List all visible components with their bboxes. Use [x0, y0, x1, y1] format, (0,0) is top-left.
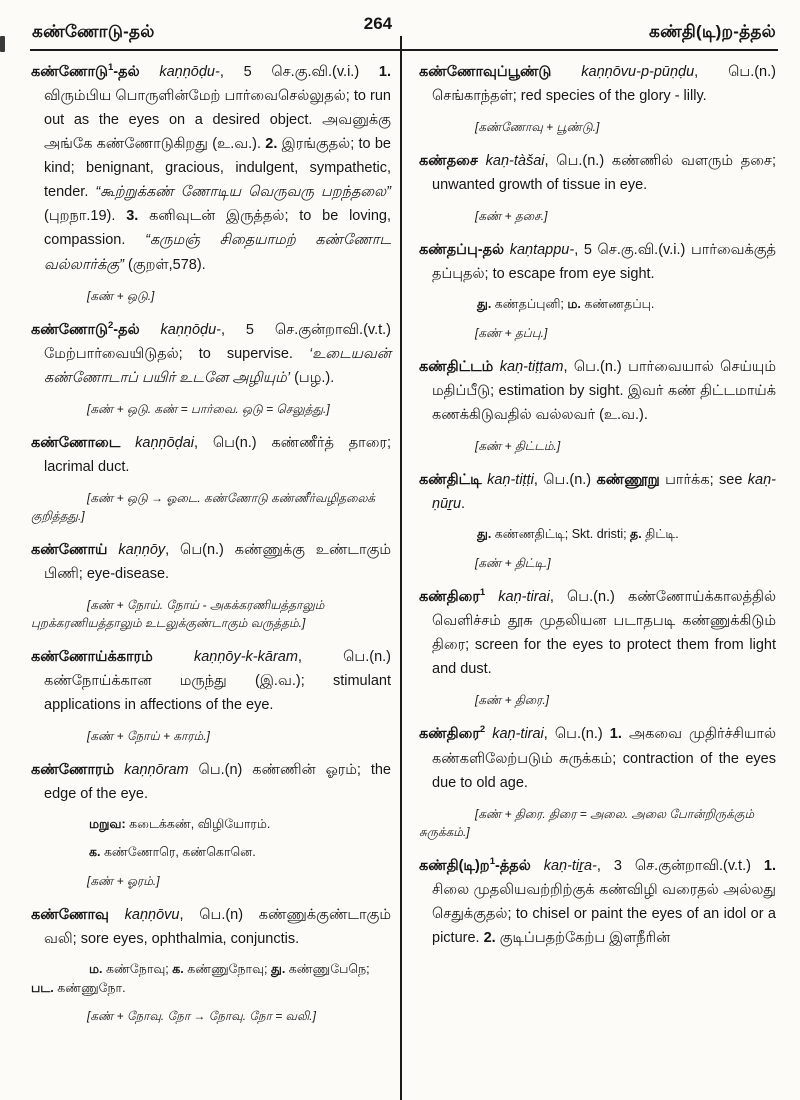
body-text: [கண் + திட்டம்.] — [475, 439, 561, 454]
etymology-line — [419, 324, 776, 342]
body-text: [கண் + நோய் + காரம்.] — [87, 729, 210, 744]
dictionary-entry — [31, 431, 391, 479]
bold-text: -தல் — [113, 321, 161, 338]
body-text: , 5 செ.கு.வி.(v.i.) பார்வைக்குத் தப்புதல்; to escape from eye sight. — [432, 242, 777, 283]
bold-text: 1. — [378, 64, 391, 80]
bold-text: ம. — [89, 961, 103, 976]
body-text: , பெ.(n.) — [533, 472, 597, 489]
bold-text: 1. — [763, 857, 776, 874]
bold-text: கண்ணோடு — [31, 321, 108, 338]
cognates-line — [31, 843, 391, 862]
bold-text: கண்திரை — [419, 726, 480, 743]
bold-text: ம. — [567, 297, 581, 312]
body-text: [கண் + ஒடு.] — [87, 288, 155, 303]
bold-text: கண்ணோரம் — [31, 762, 125, 779]
bold-text: கண்ணோய்க்காரம் — [31, 649, 194, 665]
header-rule — [30, 49, 778, 51]
body-text: [கண் + நோய். நோய் - அகக்கரணியத்தாலும் புறக்கரணியத்தாலும் உடலுக்குண்டாகும் வருத்தம்.] — [31, 598, 325, 630]
body-text: , 3 செ.குன்றாவி.(v.t.) — [596, 857, 764, 874]
bold-text: கண்ணோடை — [31, 434, 136, 451]
body-text: கண்ணதப்பு. — [580, 297, 655, 312]
dictionary-entry — [419, 149, 776, 197]
bold-text: கண்ணோடு — [31, 64, 108, 80]
body-text: , 5 செ.குன்றாவி.(v.t.) மேற்பார்வையிடுதல்; to supervise. — [44, 321, 391, 362]
etymology-line — [31, 596, 391, 632]
body-text: [கண் + திரை.] — [475, 693, 550, 708]
dictionary-entry — [419, 854, 776, 950]
body-text: கண்ணோரெ, கண்கொனெ. — [100, 845, 256, 860]
bold-text: கண்ணூறு — [596, 472, 660, 489]
dictionary-entry — [419, 722, 776, 794]
body-text: கண்ணுநோவு; — [183, 961, 271, 976]
transliteration-or-citation: kaṇtappu- — [509, 242, 575, 259]
transliteration-or-citation: kaṇṇōḍu- — [160, 321, 221, 338]
dictionary-entry — [31, 758, 391, 806]
body-text: , பெ.(n) கண்ணுக்குண்டாகும் வலி; sore eyes, ophthalmia, conjunctis. — [44, 906, 391, 947]
etymology-line — [419, 805, 776, 841]
transliteration-or-citation: kaṇṇōy — [118, 541, 166, 558]
body-text: கண்ணுநோ. — [53, 980, 126, 995]
body-text: குடிப்பதற்கேற்ப இளநீரின் — [495, 929, 671, 946]
body-text: [கண் + ஒடு. கண் = பார்வை. ஒடு = செலுத்து.] — [87, 401, 330, 416]
bold-text: க. — [172, 961, 184, 976]
homograph-superscript: 1 — [489, 855, 495, 867]
bold-text: பட. — [31, 980, 54, 995]
body-text: . — [461, 496, 466, 513]
running-head-left: கண்ணோடு-தல் — [32, 22, 155, 41]
etymology-line — [31, 1007, 391, 1025]
bold-text: கண்தசை — [419, 153, 486, 170]
etymology-line — [419, 118, 776, 136]
bold-text: க. — [89, 845, 101, 860]
body-text: [கண்ணோவு + பூண்டு.] — [475, 120, 600, 135]
etymology-line — [31, 872, 391, 890]
cognates-line — [419, 295, 776, 314]
column-right — [419, 60, 776, 959]
bold-text: -த்தல் — [494, 857, 544, 874]
body-text — [485, 589, 498, 605]
body-text: [கண் + ஒடு → ஓடை. கண்ணோடு கண்ணீர்வழிதலைக் குறித்தது.] — [31, 490, 376, 523]
body-text: [கண் + திரை. திரை = அலை. அலை போன்றிருக்கும் சுருக்கம்.] — [419, 806, 755, 839]
column-left — [31, 60, 391, 1038]
page-number: 264 — [363, 14, 393, 33]
transliteration-or-citation: kaṇṇōy-k-kāram — [193, 649, 298, 665]
body-text: , பெ(n.) கண்ணுக்கு உண்டாகும் பிணி; eye-disease. — [44, 541, 391, 582]
body-text: கண்ணுபேநெ; — [285, 961, 370, 976]
dictionary-entry — [419, 355, 776, 427]
bold-text: து. — [477, 297, 492, 312]
body-text: , பெ.(n.) பார்வையால் செய்யும் மதிப்பீடு; estimation by sight. இவர் கண் திட்டமாய்க் கணக்கிடுவதில் வல்லவர் (உ.வ.). — [432, 359, 777, 424]
bold-text: கண்திரை — [419, 589, 480, 606]
page-header — [32, 14, 776, 44]
bold-text: 1. — [609, 726, 622, 743]
body-text: கண்ணதிட்டி; Skt. dristi; — [491, 527, 631, 542]
body-text: விரும்பிய பொருளின்மேற் பார்வைசெல்லுதல்; to run out as the eyes on a desired object. அவனுக்கு அங்கே கண்ணோடுகிறது (உ.வ.). — [44, 88, 391, 153]
transliteration-or-citation: kaṇ-tiṟa- — [543, 857, 597, 874]
body-text: இரங்குதல்; to be kind; benignant, gracious, indulgent, sympathetic, tender. — [44, 136, 391, 201]
bold-text: கண்ணோவுப்பூண்டு — [419, 64, 582, 80]
body-text: கண்நோவு; — [102, 961, 173, 976]
dictionary-entry — [31, 645, 391, 717]
etymology-line — [419, 207, 776, 225]
etymology-line — [31, 727, 391, 745]
homograph-superscript: 1 — [479, 587, 486, 599]
body-text: அகவை முதிர்ச்சியால் கண்களிலேற்படும் சுருக்கம்; contraction of the eyes due to old age. — [432, 726, 776, 791]
dictionary-entry — [31, 538, 391, 586]
body-text: கடைக்கண், விழியோரம். — [125, 817, 271, 832]
bold-text: கண்திட்டம் — [419, 359, 500, 376]
bold-text: கண்ணோய் — [31, 541, 119, 558]
body-text: கனிவுடன் இருத்தல்; to be loving, compassion. — [44, 208, 391, 249]
body-text: திட்டி. — [641, 527, 679, 542]
body-text: [கண் + நோவு. நோ → நோவு. நோ = வலி.] — [87, 1009, 316, 1024]
body-text: சிலை முதலியவற்றிற்குக் கண்விழி வரைதல் அல்லது செதுக்குதல்; to chisel or paint the eyes of an idol or a picture. — [432, 881, 776, 946]
dictionary-entry — [419, 60, 776, 108]
transliteration-or-citation: kaṇ-tiṭṭi — [487, 472, 534, 489]
bold-text: மறுவ: — [89, 817, 126, 832]
body-text: , பெ.(n.) கண்நோய்க்கான மருந்து (இ.வ.); stimulant applications in affections of the eye. — [44, 649, 391, 714]
dictionary-entry — [419, 468, 776, 516]
body-text: , பெ.(n.) கண்ணில் வளரும் தசை; unwanted growth of tissue in eye. — [432, 153, 776, 194]
cognates-line — [419, 525, 776, 544]
transliteration-or-citation: kaṇṇōram — [124, 762, 189, 779]
cognates-line — [31, 815, 391, 834]
transliteration-or-citation: “கூற்றுக்கண் ணோடிய வெருவரு பறந்தலை” — [95, 184, 392, 201]
bold-text: 2. — [483, 929, 496, 946]
bold-text: கண்ணோவு — [31, 906, 125, 923]
etymology-line — [419, 691, 776, 709]
transliteration-or-citation: kaṇṇōḍai — [135, 434, 194, 451]
body-text: , 5 செ.கு.வி.(v.i.) — [219, 64, 379, 80]
body-text: , பெ.(n.) கண்ணோய்க்காலத்தில் வெளிச்சம் தூசு முதலியன படாதபடி கண்ணுக்கிடும் திரை; screen for the eyes to protect them from light and dust. — [432, 589, 776, 678]
body-text: (பழ.). — [290, 369, 335, 386]
body-text: கண்தப்புனி; — [491, 297, 568, 312]
transliteration-or-citation: kaṇ-tirai — [492, 726, 544, 743]
bold-text: த. — [630, 527, 642, 542]
dictionary-entry — [31, 318, 391, 390]
transliteration-or-citation: kaṇṇōvu — [124, 906, 180, 923]
bold-text: கண்திட்டி — [419, 472, 488, 489]
body-text: (குறள்,578). — [124, 256, 206, 273]
transliteration-or-citation: ‘உடையவன் கண்ணோடாப் பயிர் உடனே அழியும்’ — [44, 345, 391, 386]
body-text: பார்க்க; see — [659, 472, 748, 489]
body-text: , பெ(n.) கண்ணீர்த் தாரை; lacrimal duct. — [44, 434, 391, 475]
body-text: பெ.(n) கண்ணின் ஓரம்; the edge of the eye. — [44, 762, 392, 803]
bold-text: கண்தப்பு-தல் — [419, 242, 510, 259]
dictionary-entry — [31, 903, 391, 951]
bold-text: 3. — [126, 208, 139, 225]
etymology-line — [31, 489, 391, 525]
dictionary-entry — [31, 60, 391, 277]
bold-text: -தல் — [113, 64, 160, 80]
body-text: [கண் + தப்பு.] — [475, 326, 548, 341]
etymology-line — [31, 400, 391, 418]
dictionary-entry — [419, 585, 776, 681]
transliteration-or-citation: kaṇ-tirai — [498, 589, 550, 606]
homograph-superscript: 1 — [108, 62, 114, 74]
etymology-line — [31, 287, 391, 305]
column-divider — [400, 36, 402, 1100]
body-text: , பெ.(n.) செங்காந்தள்; red species of the glory - lilly. — [432, 64, 776, 105]
body-text: [கண் + திட்டி.] — [475, 556, 551, 571]
scan-edge-artifact — [0, 36, 5, 52]
homograph-superscript: 2 — [108, 319, 114, 331]
transliteration-or-citation: “கருமஞ் சிதையாமற் கண்ணோட வல்லார்க்கு” — [44, 232, 391, 273]
transliteration-or-citation: kaṇ-tàšai — [485, 153, 545, 170]
bold-text: து. — [270, 961, 286, 976]
bold-text: து. — [477, 527, 492, 542]
dictionary-entry — [419, 238, 776, 286]
body-text: [கண் + ஓரம்.] — [87, 873, 160, 888]
transliteration-or-citation: kaṇ-tiṭṭam — [499, 359, 564, 376]
cognates-line — [31, 960, 391, 998]
transliteration-or-citation: kaṇṇōvu-p-pūṇḍu — [581, 64, 695, 80]
body-text: (புறநா.19). — [44, 208, 127, 225]
running-head-right: கண்தி(டி)ற-த்தல் — [649, 22, 776, 41]
bold-text: 2. — [265, 136, 278, 153]
transliteration-or-citation: kaṇ-ṇūṟu — [432, 472, 777, 513]
body-text: , பெ.(n.) — [543, 726, 610, 743]
homograph-superscript: 2 — [479, 724, 486, 736]
etymology-line — [419, 437, 776, 455]
transliteration-or-citation: kaṇṇōḍu- — [159, 64, 220, 80]
etymology-line — [419, 554, 776, 572]
body-text: [கண் + தசை.] — [475, 209, 548, 224]
bold-text: கண்தி(டி)ற — [419, 857, 490, 874]
